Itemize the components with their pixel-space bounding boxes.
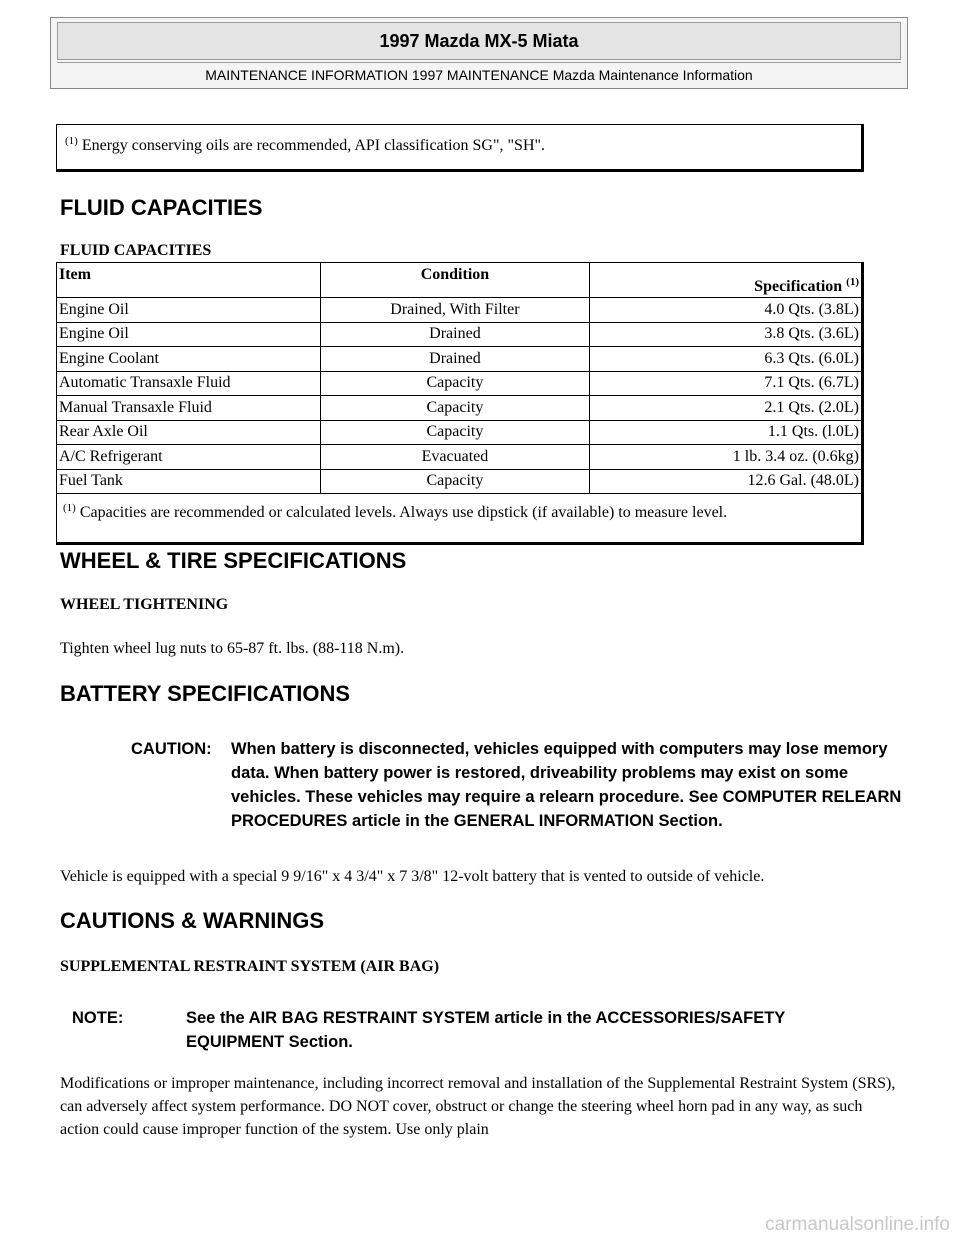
cell-item: Fuel Tank: [57, 469, 321, 494]
cell-specification: 7.1 Qts. (6.7L): [590, 371, 863, 396]
table-body: [57, 298, 863, 544]
table-header-row: [57, 263, 863, 298]
table-row: [57, 445, 863, 470]
cell-specification: 12.6 Gal. (48.0L): [590, 469, 863, 494]
srs-subheading: SUPPLEMENTAL RESTRAINT SYSTEM (AIR BAG): [60, 958, 440, 975]
table-row: [57, 396, 863, 421]
document-title: 1997 Mazda MX-5 Miata: [57, 22, 901, 60]
column-header-specification: [590, 263, 863, 298]
cell-specification: 3.8 Qts. (3.6L): [590, 322, 863, 347]
cell-condition: Capacity: [320, 396, 590, 421]
wheel-tire-heading: WHEEL & TIRE SPECIFICATIONS: [60, 548, 407, 573]
document-subtitle: MAINTENANCE INFORMATION 1997 MAINTENANCE Mazda Maintenance Information: [57, 62, 901, 87]
site-watermark: carmanualsonline.info: [765, 1214, 950, 1235]
cell-specification: 2.1 Qts. (2.0L): [590, 396, 863, 421]
wheel-tightening-text: Tighten wheel lug nuts to 65-87 ft. lbs. (88-118 N.m).: [60, 640, 405, 657]
table-footnote-marker: (1): [63, 502, 76, 514]
fluid-table-title: FLUID CAPACITIES: [60, 242, 212, 259]
table-note-row: [57, 494, 863, 544]
cell-specification: 4.0 Qts. (3.8L): [590, 298, 863, 323]
note-text: See the AIR BAG RESTRAINT SYSTEM article in the ACCESSORIES/SAFETY EQUIPMENT Section.: [186, 1009, 785, 1051]
cell-condition: Capacity: [320, 371, 590, 396]
table-row: [57, 347, 863, 372]
specification-label: Specification: [754, 278, 843, 295]
srs-paragraph: Modifications or improper maintenance, including incorrect removal and installation of the Supplemental Restraint System (SRS), can adversely affect system performance. DO NOT cover, obstruct or change the steering wheel horn pad in any way, as such action could cause improper function of the system. Use only plain: [60, 1075, 896, 1138]
table-row: [57, 469, 863, 494]
cell-condition: Evacuated: [320, 445, 590, 470]
cell-item: Rear Axle Oil: [57, 420, 321, 445]
cell-item: Engine Oil: [57, 322, 321, 347]
column-header-item: Item: [57, 263, 321, 298]
table-row: [57, 420, 863, 445]
cell-specification: 6.3 Qts. (6.0L): [590, 347, 863, 372]
column-header-condition: Condition: [320, 263, 590, 298]
cell-item: Engine Oil: [57, 298, 321, 323]
cell-condition: Drained: [320, 347, 590, 372]
battery-heading: BATTERY SPECIFICATIONS: [60, 681, 351, 706]
note-label: NOTE:: [72, 1009, 124, 1027]
footnote-text: Energy conserving oils are recommended, API classification SG", "SH".: [81, 137, 546, 154]
cell-condition: Capacity: [320, 420, 590, 445]
wheel-tightening-subheading: WHEEL TIGHTENING: [60, 596, 229, 613]
caution-label: CAUTION:: [131, 740, 212, 758]
cell-condition: Capacity: [320, 469, 590, 494]
cell-item: Engine Coolant: [57, 347, 321, 372]
caution-text: When battery is disconnected, vehicles equipped with computers may lose memory data. When battery power is restored, driveability problems may exist on some vehicles. These vehicles may require a relearn procedure. See COMPUTER RELEARN PROCEDURES article in the GENERAL INFORMATION Section.: [231, 740, 902, 830]
fluid-capacities-heading: FLUID CAPACITIES: [60, 195, 263, 220]
oil-footnote-box: [56, 124, 864, 172]
fluid-capacities-table: [56, 262, 864, 545]
footnote-marker: (1): [65, 135, 78, 147]
table-row: [57, 298, 863, 323]
cell-specification: 1 lb. 3.4 oz. (0.6kg): [590, 445, 863, 470]
table-row: [57, 322, 863, 347]
page-header: [50, 17, 908, 89]
cell-condition: Drained: [320, 322, 590, 347]
battery-text: Vehicle is equipped with a special 9 9/16" x 4 3/4" x 7 3/8" 12-volt battery that is vented to outside of vehicle.: [60, 868, 765, 885]
table-footnote: [57, 494, 863, 544]
cautions-warnings-heading: CAUTIONS & WARNINGS: [60, 908, 324, 933]
cell-condition: Drained, With Filter: [320, 298, 590, 323]
cell-item: Automatic Transaxle Fluid: [57, 371, 321, 396]
cell-item: A/C Refrigerant: [57, 445, 321, 470]
specification-marker: (1): [846, 276, 859, 288]
cell-specification: 1.1 Qts. (l.0L): [590, 420, 863, 445]
table-footnote-text: Capacities are recommended or calculated levels. Always use dipstick (if available) to measure level.: [79, 504, 728, 521]
table-row: [57, 371, 863, 396]
cell-item: Manual Transaxle Fluid: [57, 396, 321, 421]
